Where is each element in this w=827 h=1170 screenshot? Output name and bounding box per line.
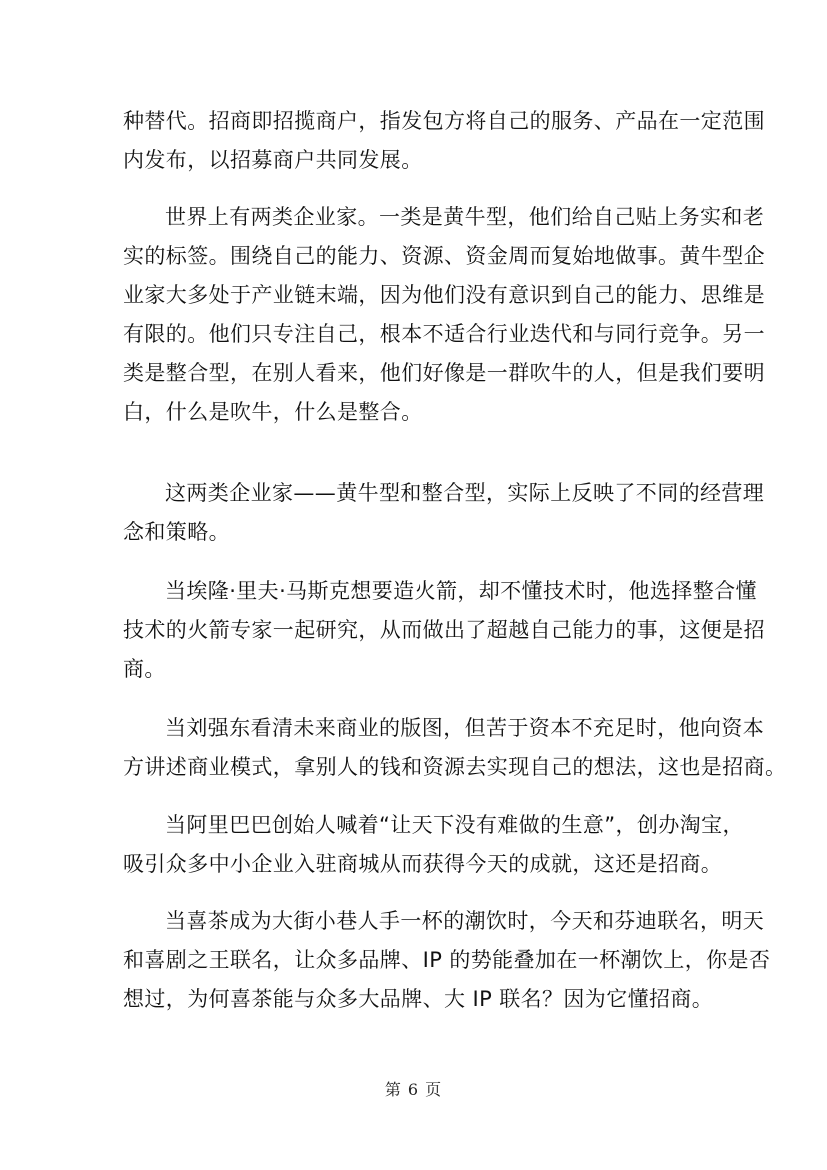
paragraph-2 [123, 198, 765, 432]
paragraph-line: 类是整合型，在别人看来，他们好像是一群吹牛的人，但是我们要明 [123, 361, 765, 385]
paragraph-line: 这两类企业家——黄牛型和整合型，实际上反映了不同的经营理 [165, 481, 765, 505]
paragraph-line: 实的标签。围绕自己的能力、资源、资金周而复始地做事。黄牛型企 [123, 244, 765, 268]
paragraph-line: 和喜剧之王联名，让众多品牌、IP 的势能叠加在一杯潮饮上，你是否 [123, 948, 771, 972]
paragraph-line: 当阿里巴巴创始人喊着“让天下没有难做的生意”，创办淘宝， [165, 813, 744, 837]
paragraph-4 [123, 572, 765, 689]
paragraph-3 [123, 474, 765, 552]
paragraph-line: 商。 [123, 657, 166, 681]
paragraph-7 [123, 902, 771, 1019]
paragraph-line: 吸引众多中小企业入驻商城从而获得今天的成就，这还是招商。 [123, 852, 723, 876]
paragraph-line: 当刘强东看清未来商业的版图，但苦于资本不充足时，他向资本 [165, 716, 765, 740]
paragraph-line: 白，什么是吹牛，什么是整合。 [123, 400, 423, 424]
paragraph-line: 念和策略。 [123, 520, 230, 544]
page-number: 第 6 页 [384, 1080, 443, 1099]
paragraph-line: 有限的。他们只专注自己，根本不适合行业迭代和与同行竞争。另一 [123, 322, 765, 346]
paragraph-6 [123, 806, 744, 884]
paragraph-line: 业家大多处于产业链末端，因为他们没有意识到自己的能力、思维是 [123, 283, 765, 307]
paragraph-1 [123, 102, 765, 180]
paragraph-5 [123, 709, 787, 787]
paragraph-line: 世界上有两类企业家。一类是黄牛型，他们给自己贴上务实和老 [165, 205, 765, 229]
paragraph-line: 想过，为何喜茶能与众多大品牌、大 IP 联名？因为它懂招商。 [123, 987, 714, 1011]
paragraph-line: 种替代。招商即招揽商户，指发包方将自己的服务、产品在一定范围 [123, 109, 765, 133]
paragraph-line: 内发布，以招募商户共同发展。 [123, 148, 423, 172]
paragraph-line: 技术的火箭专家一起研究，从而做出了超越自己能力的事，这便是招 [123, 618, 765, 642]
paragraph-line: 当埃隆·里夫·马斯克想要造火箭，却不懂技术时，他选择整合懂 [165, 579, 757, 603]
paragraph-line: 当喜茶成为大街小巷人手一杯的潮饮时，今天和芬迪联名，明天 [165, 909, 765, 933]
paragraph-line: 方讲述商业模式，拿别人的钱和资源去实现自己的想法，这也是招商。 [123, 755, 787, 779]
